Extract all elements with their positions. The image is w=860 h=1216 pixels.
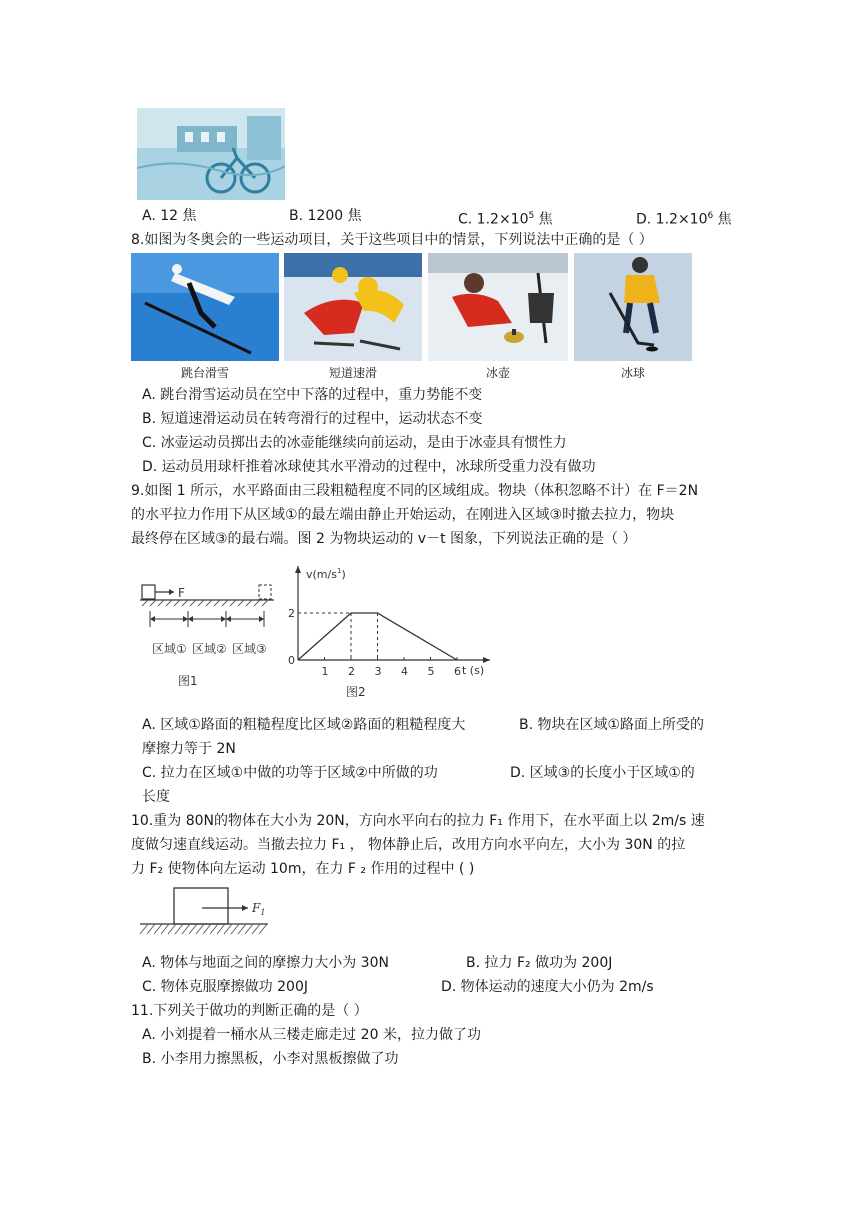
q7-photo-drawing xyxy=(137,108,285,200)
q10-option-d: D. 物体运动的速度大小仍为 2m/s xyxy=(441,979,654,995)
q10-option-b: B. 拉力 F₂ 做功为 200J xyxy=(466,955,613,971)
q8-option-c: C. 冰壶运动员掷出去的冰壶能继续向前运动，是由于冰壶具有惯性力 xyxy=(142,435,567,451)
q8-option-d: D. 运动员用球杆推着冰球使其水平滑动的过程中，冰球所受重力没有做功 xyxy=(142,459,596,475)
block-start xyxy=(142,585,155,599)
zone-1-label: 区域① xyxy=(152,642,187,656)
q8-caption-box-3 xyxy=(428,361,568,381)
zone-markers xyxy=(150,611,264,627)
y-axis-arrowhead xyxy=(295,566,301,573)
x-tick-label: 3 xyxy=(374,665,382,678)
q7-option-c: C. $1.2\times 10^5$ 焦 xyxy=(458,211,553,228)
q9-stem-line-1: 9.如图 1 所示，水平路面由三段粗糙程度不同的区域组成。物块（体积忽略不计）在 F＝2N xyxy=(131,483,699,499)
q8-caption-box-4 xyxy=(574,361,692,381)
q8-photo-curling xyxy=(428,253,568,361)
q9-stem-line-2: 的水平拉力作用下从区域①的最左端由静止开始运动，在刚进入区域③时撤去拉力，物块 xyxy=(131,507,675,523)
q8-caption-curling: 冰壶 xyxy=(485,366,510,380)
q8-photo-ice-hockey xyxy=(574,253,692,361)
q9-option-b-cont: 摩擦力等于 2N xyxy=(142,741,236,757)
x-axis-label: t (s) xyxy=(462,664,485,677)
q8-caption-speed-skating: 短道速滑 xyxy=(328,366,377,380)
q8-photo-ski-jump xyxy=(131,253,279,361)
q9-stem-line-3: 最终停在区域③的最右端。图 2 为物块运动的 v－t 图象，下列说法正确的是（ ） xyxy=(131,531,637,547)
zone-3-label: 区域③ xyxy=(232,642,267,656)
q10-figure xyxy=(138,884,272,944)
q8-stem: 8.如图为冬奥会的一些运动项目，关于这些项目中的情景，下列说法中正确的是（ ） xyxy=(131,232,653,248)
q9-option-c: C. 拉力在区域①中做的功等于区域②中所做的功 xyxy=(142,765,438,781)
fig1-label: 图1 xyxy=(178,674,198,688)
q7-photo xyxy=(137,108,285,200)
zone-2-label: 区域② xyxy=(192,642,227,656)
fig1-force-label: F xyxy=(178,586,185,600)
fig2-label: 图2 xyxy=(346,685,366,699)
q11-option-b: B. 小李用力擦黑板，小李对黑板擦做了功 xyxy=(142,1051,399,1067)
q8-caption-ice-hockey: 冰球 xyxy=(620,366,645,380)
road-hatching xyxy=(142,600,268,606)
curling-drawing xyxy=(428,253,568,361)
q9-option-d-cont: 长度 xyxy=(142,789,170,805)
q9-figure-1 xyxy=(138,575,278,695)
q10-option-c: C. 物体克服摩擦做功 200J xyxy=(142,979,308,995)
q8-caption-ski-jump: 跳台滑雪 xyxy=(180,366,229,380)
speed-skating-drawing xyxy=(284,253,422,361)
q10-ground-hatching xyxy=(140,924,267,934)
q8-photo-speed-skating xyxy=(284,253,422,361)
x-axis-arrowhead xyxy=(483,657,490,663)
q7-option-b: B. 1200 焦 xyxy=(289,208,362,224)
q8-option-b: B. 短道速滑运动员在转弯滑行的过程中，运动状态不变 xyxy=(142,411,483,427)
force-arrowhead xyxy=(169,589,174,595)
q8-option-a: A. 跳台滑雪运动员在空中下落的过程中，重力势能不变 xyxy=(142,387,483,403)
x-tick-label: 5 xyxy=(427,665,435,678)
q9-figure-2-vt-chart xyxy=(286,562,498,702)
block-end xyxy=(259,585,271,599)
q10-block xyxy=(174,888,228,924)
q7-option-a: A. 12 焦 xyxy=(142,208,197,224)
q10-option-a: A. 物体与地面之间的摩擦力大小为 30N xyxy=(142,955,389,971)
q10-stem-line-1: 10.重为 80N的物体在大小为 20N，方向水平向右的拉力 F₁ 作用下，在水平面上以 2m/s 速 xyxy=(131,813,705,829)
q10-stem-line-2: 度做匀速直线运动。当撤去拉力 F₁ ， 物体静止后，改用方向水平向左，大小为 30N 的拉 xyxy=(131,837,686,853)
q9-option-a: A. 区域①路面的粗糙程度比区域②路面的粗糙程度大 xyxy=(142,717,466,733)
q11-option-a: A. 小刘提着一桶水从三楼走廊走过 20 米，拉力做了功 xyxy=(142,1027,481,1043)
x-tick-label: 1 xyxy=(321,665,329,678)
ski-jump-drawing xyxy=(131,253,279,361)
q10-force-arrowhead xyxy=(242,905,248,911)
y-tick-label: 2 xyxy=(288,607,295,620)
q10-force-label: $F_1$ xyxy=(252,901,266,917)
x-tick-label: 4 xyxy=(401,665,408,678)
y-axis-label: $v(m/s^1)$ xyxy=(306,567,346,581)
q8-caption-box-1 xyxy=(131,361,279,381)
x-tick-label: 2 xyxy=(348,665,355,678)
q11-stem: 11.下列关于做功的判断正确的是（ ） xyxy=(131,1003,368,1019)
ice-hockey-drawing xyxy=(574,253,692,361)
origin-label: 0 xyxy=(288,654,295,667)
q10-stem-line-3: 力 F₂ 使物体向左运动 10m，在力 F ₂ 作用的过程中 ( ) xyxy=(131,861,475,877)
q7-option-d: D. $1.2\times 10^6$ 焦 xyxy=(636,211,732,228)
q9-option-d: D. 区域③的长度小于区域①的 xyxy=(510,765,695,781)
x-tick-label: 6 xyxy=(454,665,461,678)
q8-caption-box-2 xyxy=(284,361,422,381)
q9-option-b: B. 物块在区域①路面上所受的 xyxy=(519,717,705,733)
